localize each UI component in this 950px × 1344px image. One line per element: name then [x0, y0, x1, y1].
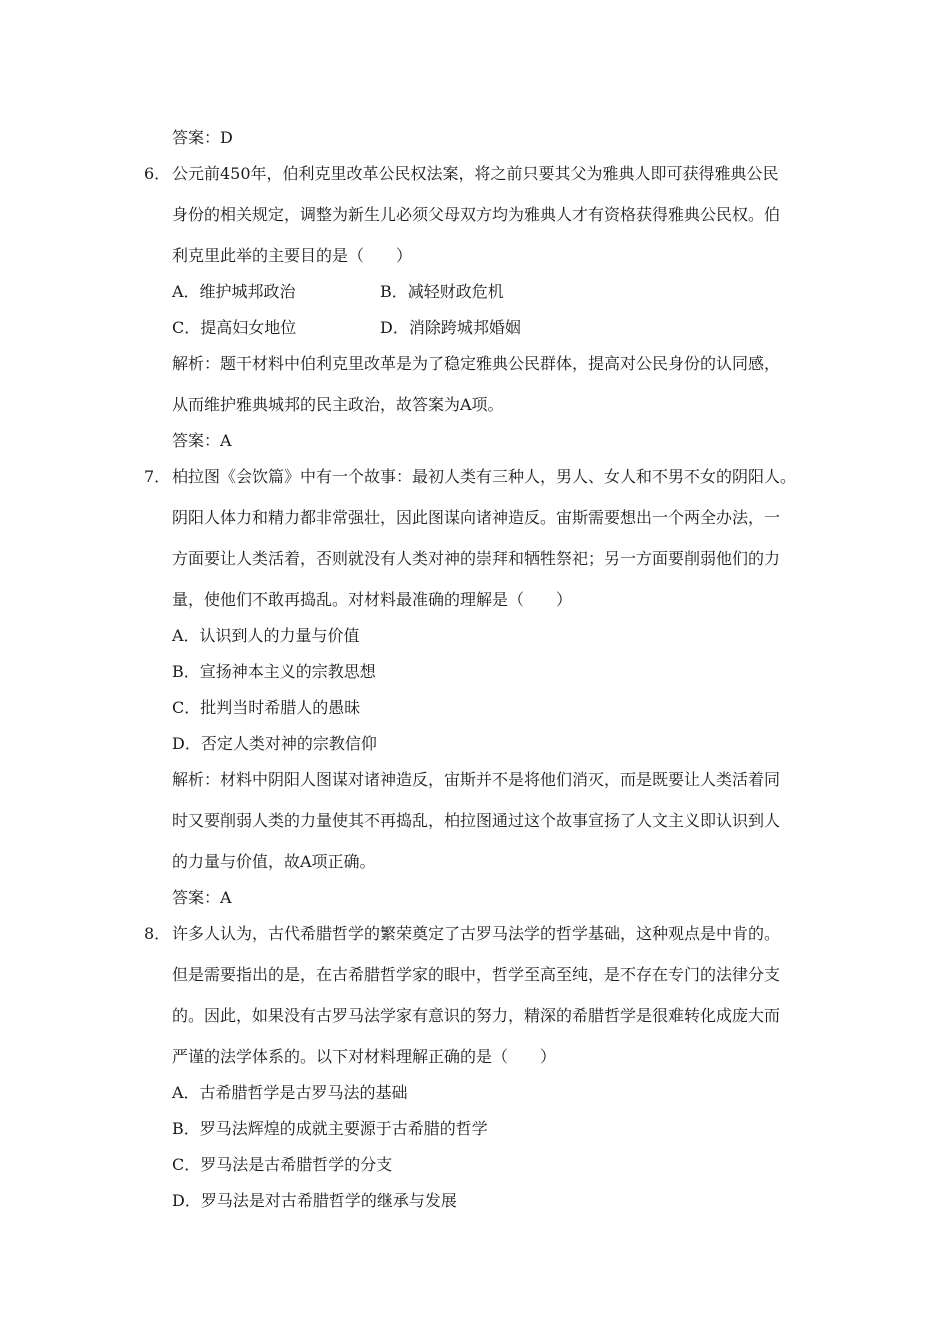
option-a: A．古希腊哲学是古罗马法的基础 — [172, 1083, 408, 1102]
question-text-line: 的。因此，如果没有古罗马法学家有意识的努力，精深的希腊哲学是很难转化成庞大而 — [172, 1006, 781, 1025]
analysis-line: 的力量与价值，故A项正确。 — [172, 852, 376, 871]
question-text-line: 公元前450年，伯利克里改革公民权法案，将之前只要其父为雅典人即可获得雅典公民 — [172, 164, 779, 183]
option-a: A．认识到人的力量与价值 — [172, 626, 360, 645]
question-text-line: 阴阳人体力和精力都非常强壮，因此图谋向诸神造反。宙斯需要想出一个两全办法，一 — [172, 508, 781, 527]
analysis-line: 解析：材料中阴阳人图谋对诸神造反，宙斯并不是将他们消灭，而是既要让人类活着同 — [172, 770, 781, 789]
question-text-line: 但是需要指出的是，在古希腊哲学家的眼中，哲学至高至纯，是不存在专门的法律分支 — [172, 965, 781, 984]
option-b: B．宣扬神本主义的宗教思想 — [172, 662, 376, 681]
question-text-line: 利克里此举的主要目的是（ ） — [172, 246, 413, 265]
question-text-line: 方面要让人类活着，否则就没有人类对神的崇拜和牺牲祭祀；另一方面要削弱他们的力 — [172, 549, 781, 568]
option-c: C．批判当时希腊人的愚昧 — [172, 698, 361, 717]
analysis-line: 从而维护雅典城邦的民主政治，故答案为A项。 — [172, 395, 504, 414]
question-text-line: 身份的相关规定，调整为新生儿必须父母双方均为雅典人才有资格获得雅典公民权。伯 — [172, 205, 781, 224]
answer-line: 答案：A — [172, 888, 232, 907]
question-number: 6． — [144, 164, 171, 183]
option-b: B．减轻财政危机 — [380, 282, 504, 301]
question-number: 8． — [144, 924, 171, 943]
option-d: D．罗马法是对古希腊哲学的继承与发展 — [172, 1191, 457, 1210]
question-text-line: 柏拉图《会饮篇》中有一个故事：最初人类有三种人，男人、女人和不男不女的阴阳人。 — [172, 467, 797, 486]
question-text-line: 严谨的法学体系的。以下对材料理解正确的是（ ） — [172, 1047, 557, 1066]
option-d: D．消除跨城邦婚姻 — [380, 318, 521, 337]
analysis-line: 解析：题干材料中伯利克里改革是为了稳定雅典公民群体，提高对公民身份的认同感， — [172, 354, 781, 373]
question-text-line: 量，使他们不敢再捣乱。对材料最准确的理解是（ ） — [172, 590, 573, 609]
previous-answer: 答案：D — [172, 128, 233, 147]
option-c: C．提高妇女地位 — [172, 318, 297, 337]
analysis-line: 时又要削弱人类的力量使其不再捣乱，柏拉图通过这个故事宣扬了人文主义即认识到人 — [172, 811, 781, 830]
option-d: D．否定人类对神的宗教信仰 — [172, 734, 377, 753]
option-a: A．维护城邦政治 — [172, 282, 296, 301]
question-number: 7． — [144, 467, 171, 486]
option-b: B．罗马法辉煌的成就主要源于古希腊的哲学 — [172, 1119, 488, 1138]
answer-line: 答案：A — [172, 431, 232, 450]
option-c: C．罗马法是古希腊哲学的分支 — [172, 1155, 393, 1174]
question-text-line: 许多人认为，古代希腊哲学的繁荣奠定了古罗马法学的哲学基础，这种观点是中肯的。 — [172, 924, 781, 943]
